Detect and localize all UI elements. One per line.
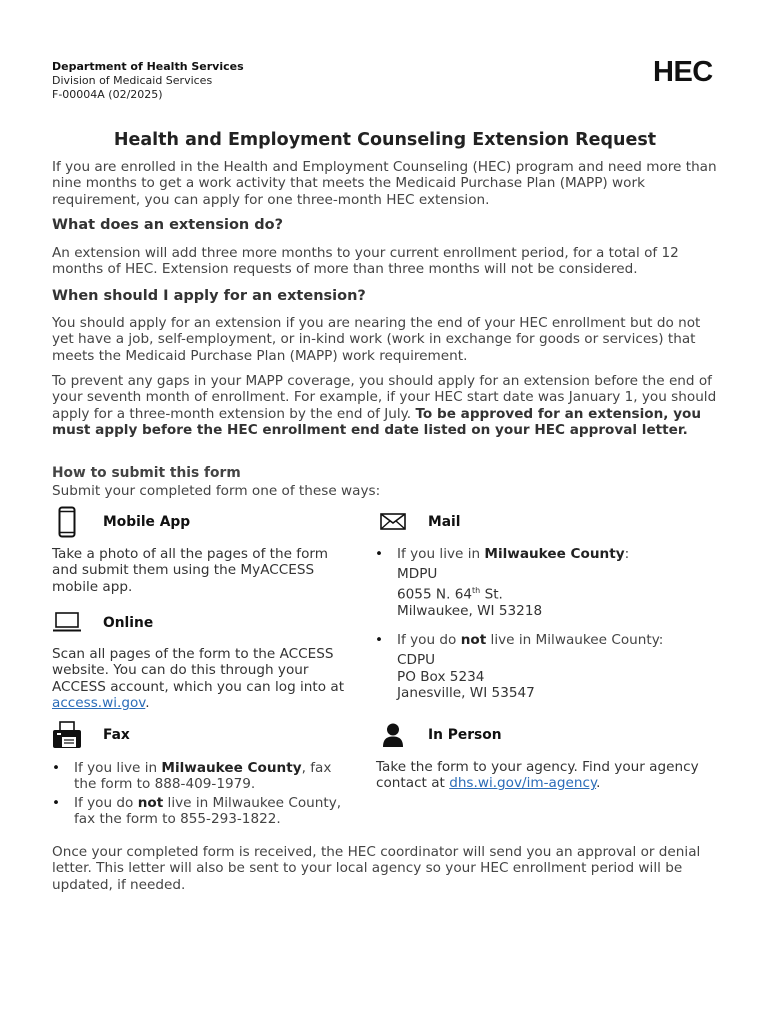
approval-deadline-note: To be approved for an extension, you must apply before the HEC enrollment end date listed on your HEC approval letter.	[52, 405, 702, 438]
mail-other-county-bullet: • If you do not live in Milwaukee County:	[375, 632, 715, 648]
hec-badge: HEC	[653, 56, 713, 88]
mobile-app-heading: Mobile App	[103, 514, 191, 530]
section-heading-extension: What does an extension do?	[52, 217, 284, 233]
submit-heading: How to submit this form	[52, 465, 241, 481]
fax-milwaukee-bullet: • If you live in Milwaukee County, fax the form to 888-409-1979.	[52, 760, 357, 793]
closing-paragraph: Once your completed form is received, the HEC coordinator will send you an approval or denial letter. This letter will also be sent to your local agency so your HEC enrollment period will be updated, if needed.	[52, 844, 701, 893]
person-icon	[382, 723, 404, 747]
gap-paragraph: To prevent any gaps in your MAPP coverage, you should apply for an extension before the end of your seventh month of enrollment. For example, if your HEC start date was January 1, you should apply for a three-month extension by the end of July. To be approved for an extension, you must apply before the HEC enrollment end date listed on your HEC approval letter.	[52, 373, 717, 438]
mobile-phone-icon	[58, 506, 76, 538]
cdpu-address: CDPU PO Box 5234 Janesville, WI 53547	[397, 652, 535, 702]
online-heading: Online	[103, 615, 154, 631]
mail-heading: Mail	[428, 514, 461, 530]
extension-paragraph: An extension will add three more months to your current enrollment period, for a total of 12 months of HEC. Extension requests of more than three months will not be considered.	[52, 245, 679, 278]
in-person-heading: In Person	[428, 727, 502, 743]
online-text: Scan all pages of the form to the ACCESS website. You can do this through your ACCESS account, which you can log into at access.wi.gov.	[52, 646, 345, 711]
mail-milwaukee-bullet: • If you live in Milwaukee County:	[375, 546, 715, 562]
when-apply-paragraph: You should apply for an extension if you are nearing the end of your HEC enrollment but do not yet have a job, self-employment, or in-kind work (work in exchange for goods or services) that meets the Medicaid Purchase Plan (MAPP) work requirement.	[52, 315, 701, 364]
submit-subtext: Submit your completed form one of these ways:	[52, 483, 381, 499]
division-name: Division of Medicaid Services	[52, 74, 213, 87]
laptop-icon	[52, 612, 82, 632]
mobile-app-text: Take a photo of all the pages of the form and submit them using the MyACCESS mobile app.	[52, 546, 328, 595]
section-heading-when-apply: When should I apply for an extension?	[52, 288, 366, 304]
fax-machine-icon	[52, 721, 82, 749]
page-title: Health and Employment Counseling Extension Request	[113, 130, 657, 150]
access-wi-gov-link[interactable]: access.wi.gov	[52, 694, 146, 711]
fax-heading: Fax	[103, 727, 130, 743]
form-id: F-00004A (02/2025)	[52, 88, 163, 101]
intro-paragraph: If you are enrolled in the Health and Employment Counseling (HEC) program and need more than nine months to get a work activity that meets the Medicaid Purchase Plan (MAPP) work requirement, you can apply for one three-month HEC extension.	[52, 159, 717, 208]
fax-other-county-bullet: • If you do not live in Milwaukee County, fax the form to 855-293-1822.	[52, 795, 357, 828]
in-person-text: Take the form to your agency. Find your agency contact at dhs.wi.gov/im-agency.	[376, 759, 699, 792]
im-agency-link[interactable]: dhs.wi.gov/im-agency	[449, 775, 597, 792]
mdpu-address: MDPU 6055 N. 64th St. Milwaukee, WI 53218	[397, 566, 543, 619]
department-name: Department of Health Services	[52, 60, 244, 73]
envelope-icon	[380, 513, 406, 530]
